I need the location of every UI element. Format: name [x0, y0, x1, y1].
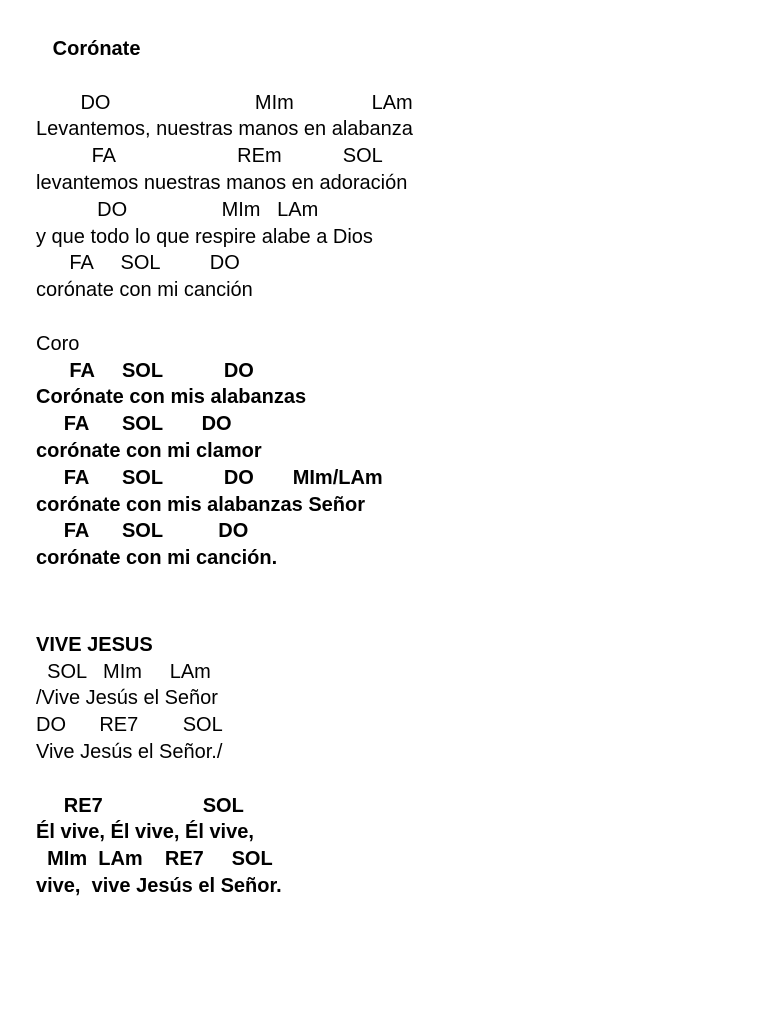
lyric-line: Vive Jesús el Señor./ — [36, 740, 223, 763]
chord-line: FA SOL DO — [36, 359, 254, 382]
chord-line: FA SOL DO — [36, 252, 240, 275]
chorus-block — [36, 358, 736, 572]
spacer — [36, 599, 736, 632]
chord-line: FA SOL DO — [36, 520, 249, 543]
lyric-line: Él vive, Él vive, Él vive, — [36, 821, 254, 844]
chord-line: FA SOL DO — [36, 413, 232, 436]
song-sheet — [36, 36, 736, 900]
lyric-line: y que todo lo que respire alabe a Dios — [36, 225, 373, 248]
spacer — [36, 572, 736, 599]
lyric-line: corónate con mi canción. — [36, 547, 278, 570]
lyric-line: corónate con mi canción — [36, 279, 253, 302]
chord-line: RE7 SOL — [36, 794, 244, 817]
lyric-line: levantemos nuestras manos en adoración — [36, 171, 408, 194]
verse-block — [36, 90, 736, 304]
chord-line: DO MIm LAm — [36, 91, 413, 114]
song-title: Corónate — [36, 38, 141, 60]
lyric-line: corónate con mi clamor — [36, 439, 262, 462]
chord-line: FA REm SOL — [36, 145, 383, 168]
chorus-block — [36, 793, 736, 900]
section-label: Coro — [36, 332, 80, 355]
chord-line: FA SOL DO MIm/LAm — [36, 466, 383, 489]
song-title: VIVE JESUS — [36, 633, 153, 656]
chord-line: SOL MIm LAm — [36, 660, 211, 683]
chord-line: DO MIm LAm — [36, 198, 319, 221]
chord-line: DO RE7 SOL — [36, 714, 223, 737]
lyric-line: Levantemos, nuestras manos en alabanza — [36, 118, 413, 141]
spacer — [36, 63, 736, 90]
chord-line: MIm LAm RE7 SOL — [36, 848, 273, 871]
lyric-line: vive, vive Jesús el Señor. — [36, 874, 282, 897]
spacer — [36, 766, 736, 793]
lyric-line: corónate con mis alabanzas Señor — [36, 493, 365, 516]
lyric-line: /Vive Jesús el Señor — [36, 687, 218, 710]
verse-block — [36, 659, 736, 766]
spacer — [36, 304, 736, 331]
lyric-line: Corónate con mis alabanzas — [36, 386, 307, 409]
